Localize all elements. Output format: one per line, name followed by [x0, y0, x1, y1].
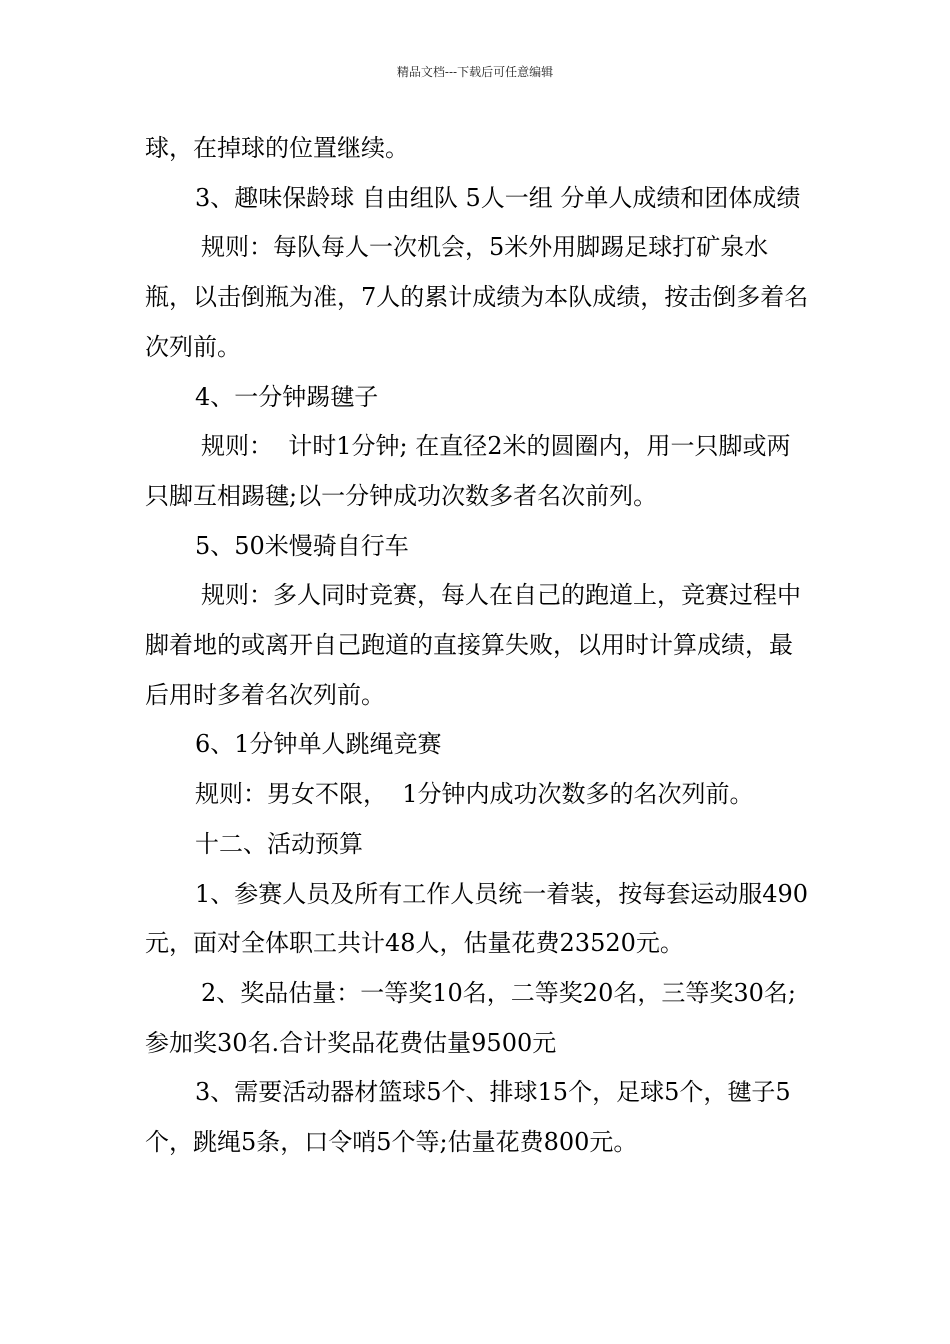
paragraph-7: 规则：多人同时竞赛，每人在自己的跑道上，竞赛过程中脚着地的或离开自己跑道的直接算失败，以用时计算成绩，最后用时多着名次列前。	[145, 581, 801, 709]
paragraph-12: 2、奖品估量：一等奖10名，二等奖20名，三等奖30名;参加奖30名.合计奖品花费估量9500元	[145, 978, 796, 1057]
paragraph-10: 十二、活动预算	[195, 829, 363, 858]
paragraph-4: 4、一分钟踢毽子	[195, 382, 379, 411]
paragraph-8: 6、1分钟单人跳绳竞赛	[195, 730, 442, 759]
paragraph-5: 规则： 计时1分钟; 在直径2米的圆圈内，用一只脚或两只脚互相踢毽;以一分钟成功次数多者名次前列。	[145, 432, 791, 510]
page-header: 精品文档---下载后可任意编辑	[396, 65, 554, 79]
document-body	[145, 124, 810, 1168]
paragraph-6: 5、50米慢骑自行车	[195, 531, 409, 560]
paragraph-3: 规则：每队每人一次机会，5米外用脚踢足球打矿泉水瓶，以击倒瓶为准，7人的累计成绩为本队成绩，按击倒多着名次列前。	[145, 233, 809, 361]
paragraph-1: 球，在掉球的位置继续。	[145, 134, 409, 162]
paragraph-9: 规则：男女不限， 1分钟内成功次数多的名次列前。	[195, 780, 754, 809]
paragraph-13: 3、需要活动器材篮球5个、排球15个，足球5个，毽子5个，跳绳5条，口令哨5个等;估量花费800元。	[145, 1078, 791, 1157]
paragraph-11: 1、参赛人员及所有工作人员统一着装，按每套运动服490元，面对全体职工共计48人，估量花费23520元。	[145, 879, 809, 958]
paragraph-2: 3、趣味保龄球 自由组队 5人一组 分单人成绩和团体成绩	[195, 183, 801, 212]
